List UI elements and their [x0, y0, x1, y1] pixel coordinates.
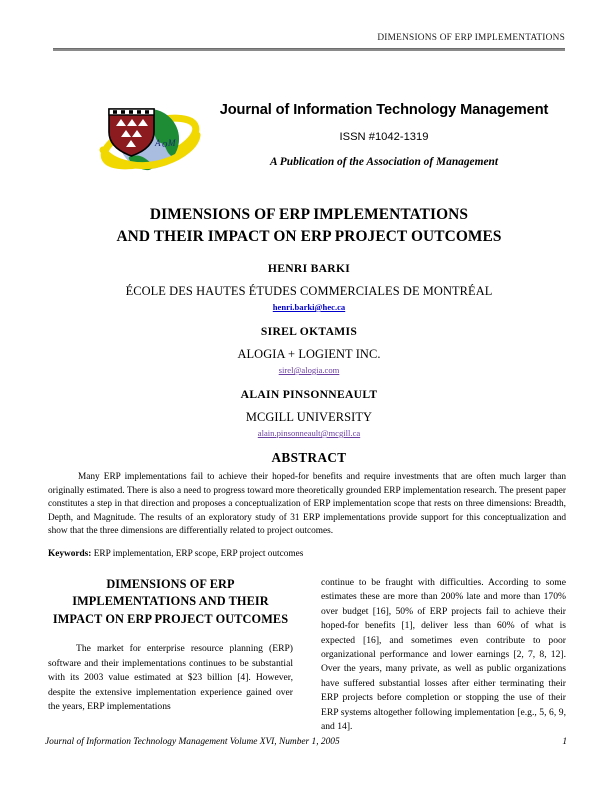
body-paragraph-text: The market for enterprise resource planning (ERP) software and their implementations continues to be substantial with its 2003 value estimated at $23 billion [4]. However, despite the extensive implementation experience gained over the years, ERP implementations	[48, 643, 293, 712]
section-heading: DIMENSIONS OF ERP IMPLEMENTATIONS AND THEIR IMPACT ON ERP PROJECT OUTCOMES	[52, 577, 289, 626]
journal-globe-shield-logo	[97, 98, 203, 180]
column-left	[48, 576, 293, 714]
abstract-text: Many ERP implementations fail to achieve their hoped-for benefits and require investments that are often much larger than originally estimated. There is also a need to progress toward more theoretically grounded ERP implementation research. The present paper constitutes a step in that direction and proposes a conceptualization of ERP implementation scope that rests on three dimensions: Breadth, Depth, and Magnitude. The results of an exploratory study of 31 ERP implementations provide support for this conceptualization and show that the three dimensions are differentially related to project outcomes.	[48, 472, 566, 537]
author-block	[53, 262, 565, 312]
author-affiliation: ÉCOLE DES HAUTES ÉTUDES COMMERCIALES DE MONTRÉAL	[125, 284, 493, 298]
journal-issn: ISSN #1042-1319	[339, 131, 429, 143]
author-email-link[interactable]: henri.barki@hec.ca	[272, 302, 346, 312]
author-affiliation: MCGILL UNIVERSITY	[245, 410, 373, 424]
footer-citation: Journal of Information Technology Management Volume XVI, Number 1, 2005	[45, 737, 340, 747]
keywords-line	[48, 549, 566, 559]
header-divider	[53, 48, 565, 51]
journal-publisher: A Publication of the Association of Management	[269, 156, 499, 168]
page-header	[53, 33, 565, 51]
author-name: ALAIN PINSONNEAULT	[240, 388, 378, 401]
article-title-line-2: AND THEIR IMPACT ON ERP PROJECT OUTCOMES	[116, 228, 502, 246]
author-name: SIREL OKTAMIS	[260, 325, 358, 338]
author-affiliation: ALOGIA + LOGIENT INC.	[237, 347, 381, 361]
footer-page-number: 1	[562, 737, 567, 747]
author-block	[53, 388, 565, 438]
body-columns	[48, 576, 566, 732]
journal-masthead	[53, 96, 565, 182]
svg-text:M: M	[168, 138, 176, 148]
article-title	[53, 204, 565, 249]
author-block	[53, 325, 565, 375]
svg-text:o: o	[162, 138, 168, 150]
keywords-label: Keywords:	[48, 549, 92, 559]
author-email-link[interactable]: alain.pinsonneault@mcgill.ca	[257, 428, 361, 438]
masthead-text	[203, 102, 565, 168]
article-title-line-1: DIMENSIONS OF ERP IMPLEMENTATIONS	[149, 206, 469, 223]
abstract-body	[48, 471, 566, 539]
author-list	[53, 262, 565, 438]
journal-title: Journal of Information Technology Management	[219, 102, 549, 118]
page-footer	[45, 737, 567, 747]
body-paragraph: continue to be fraught with difficulties. According to some estimates these are more than 200% late and more than 170% over budget [16], 50% of ERP projects fail to achieve their hoped-for benefits [1], deliver less than 60% of what is expected [16], and sometimes even contribute to poor organizational performance and lower earnings [2, 7, 8, 12]. Over the years, many private, as well as public organizations have suffered substantial losses after either terminating their ERP projects before completion or stopping the use of their ERP systems altogether following implementation [e.g., 5, 6, 9, and 14].	[321, 577, 566, 732]
svg-text:A: A	[155, 138, 161, 148]
keywords-value: ERP implementation, ERP scope, ERP project outcomes	[91, 549, 304, 559]
column-right	[321, 576, 566, 734]
author-email-link[interactable]: sirel@alogia.com	[278, 365, 340, 375]
running-head: DIMENSIONS OF ERP IMPLEMENTATIONS	[377, 33, 565, 43]
body-paragraph	[48, 642, 293, 714]
abstract-heading: ABSTRACT	[271, 450, 347, 465]
author-name: HENRI BARKI	[267, 262, 351, 275]
